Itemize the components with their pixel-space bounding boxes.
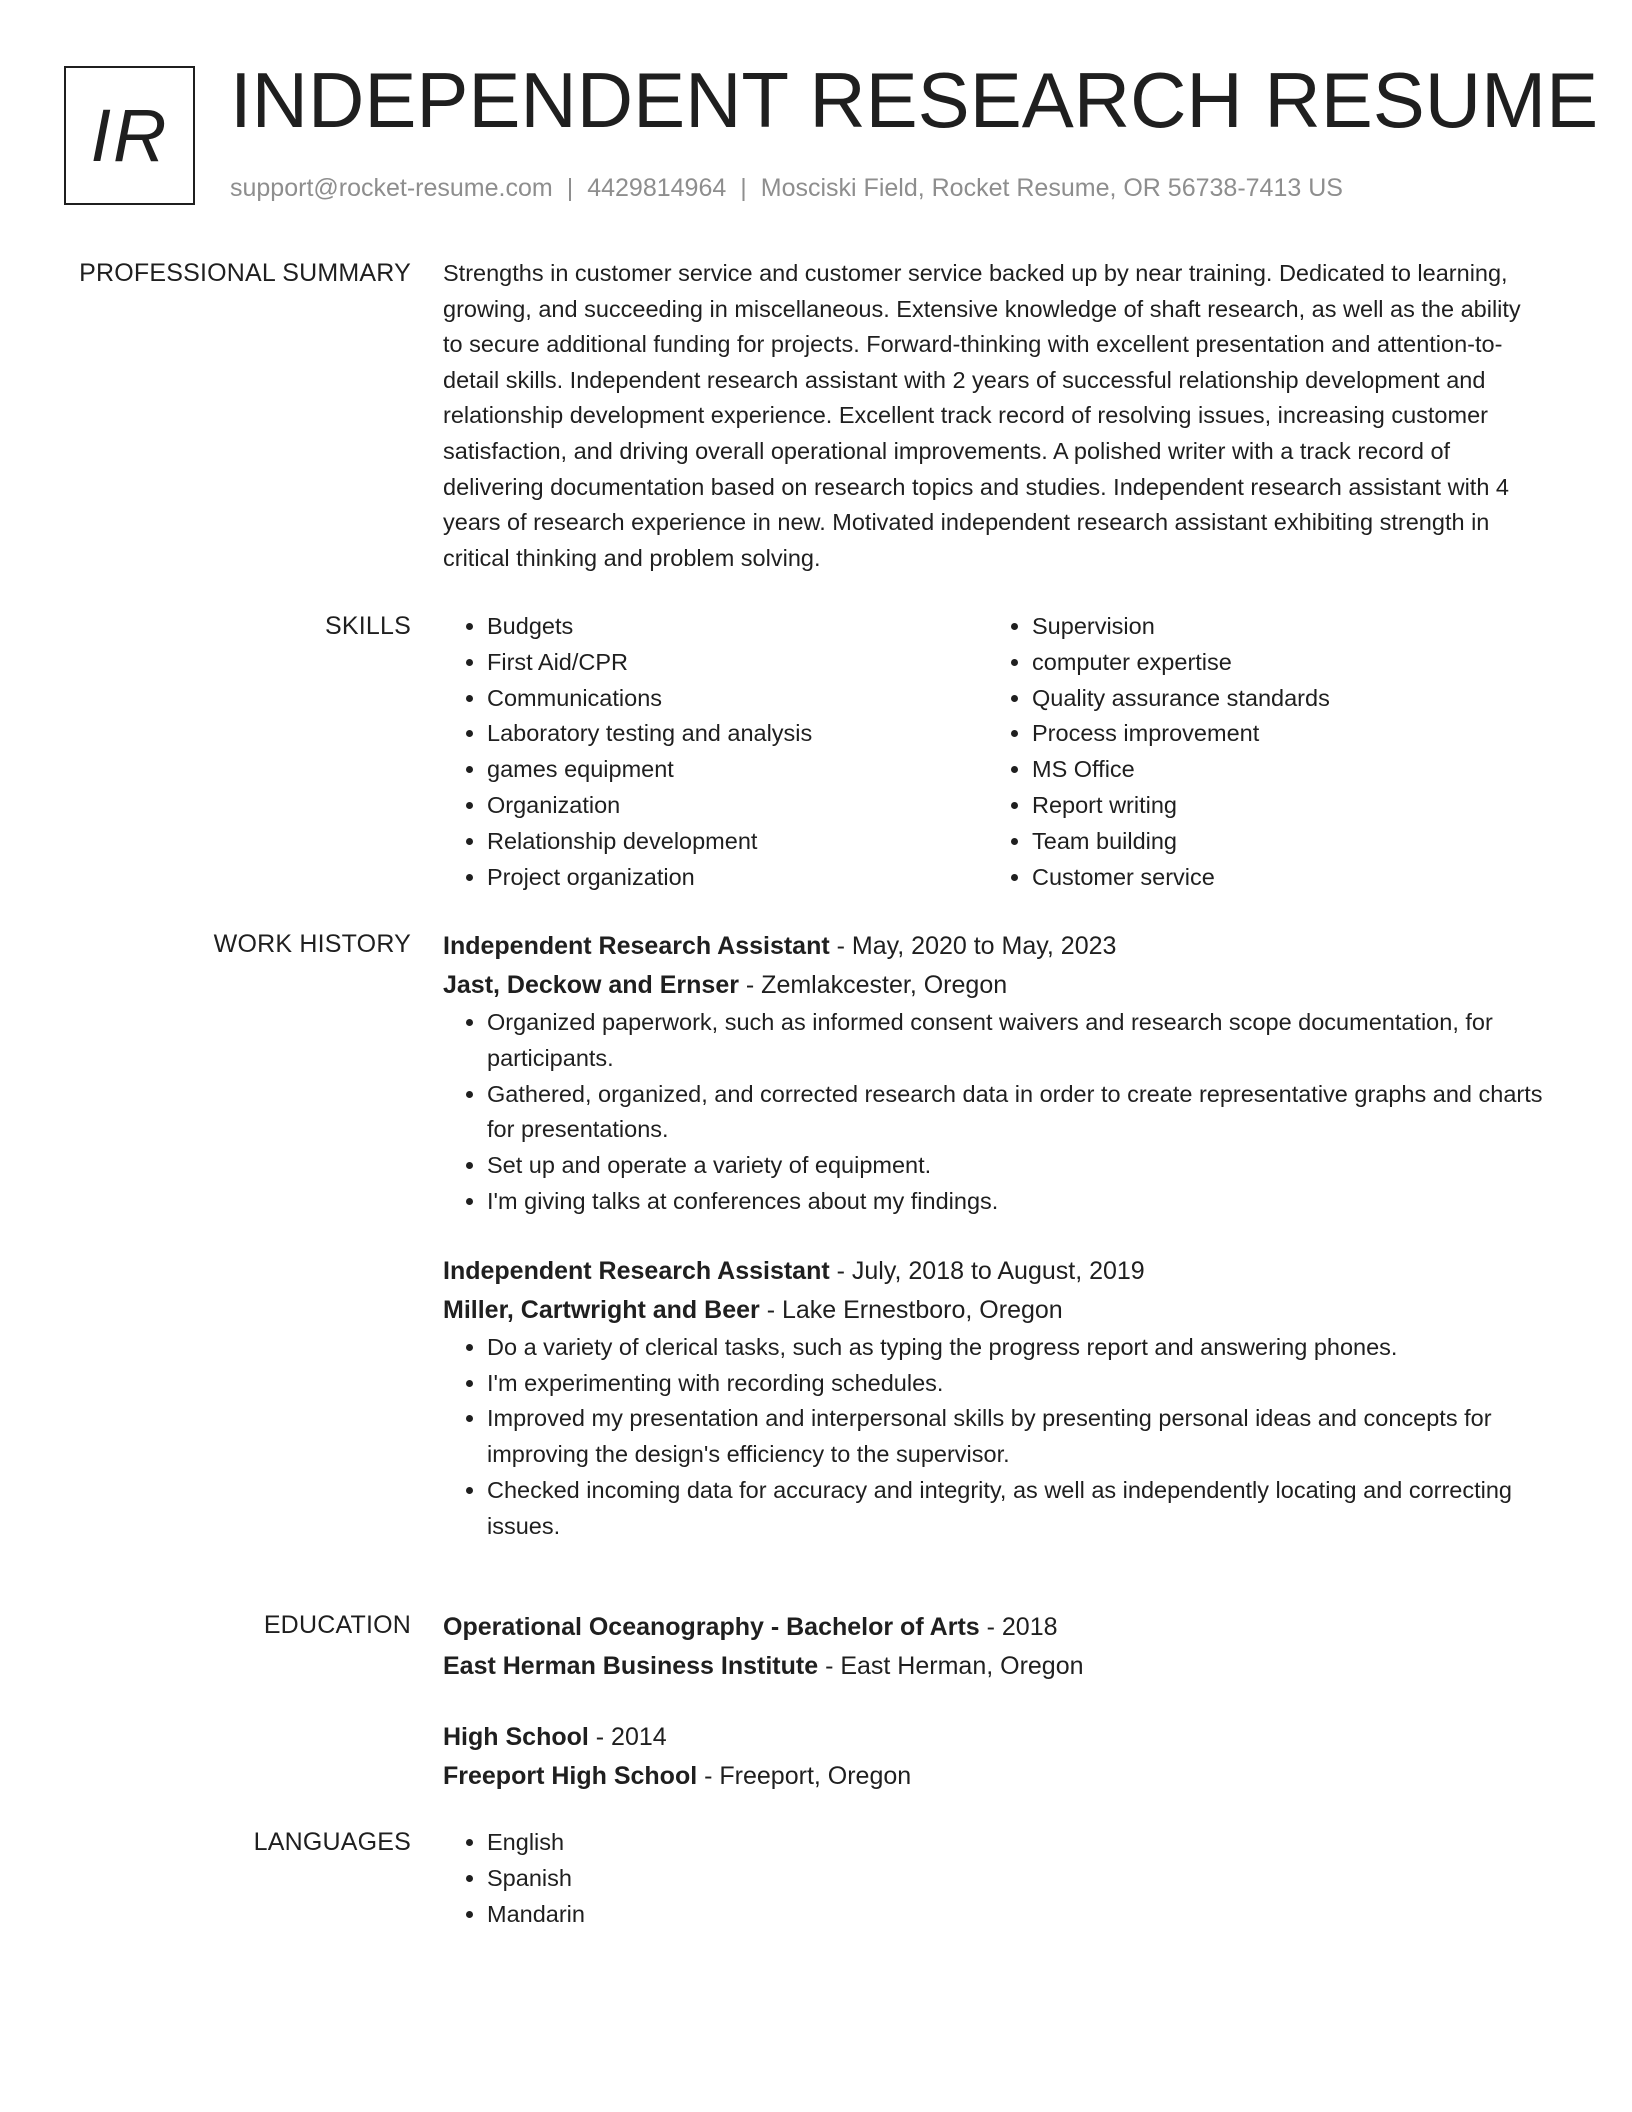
skills-body	[443, 609, 1543, 895]
skill-item: • games equipment	[487, 752, 988, 788]
skill-item: • Laboratory testing and analysis	[487, 716, 988, 752]
education-location: - Freeport, Oregon	[697, 1762, 912, 1790]
skill-item: • First Aid/CPR	[487, 645, 988, 681]
skill-item: • Customer service	[1032, 860, 1533, 896]
job-duties-list	[443, 1005, 1543, 1220]
section-heading-work-history: WORK HISTORY	[213, 930, 411, 958]
monogram-initials: IR	[90, 94, 169, 177]
education-degree: Operational Oceanography - Bachelor of Arts	[443, 1613, 980, 1641]
resume-title: INDEPENDENT RESEARCH RESUME	[230, 56, 1599, 144]
job-title: Independent Research Assistant	[443, 1256, 830, 1285]
skill-item: • Organization	[487, 788, 988, 824]
skill-item: • Relationship development	[487, 824, 988, 860]
job-duty: • Set up and operate a variety of equipment.	[487, 1148, 1543, 1184]
language-item: • Spanish	[487, 1861, 1543, 1897]
education-school: East Herman Business Institute	[443, 1652, 819, 1680]
education-degree-line	[443, 1718, 1543, 1757]
education-degree-line	[443, 1608, 1543, 1647]
education-school-line	[443, 1757, 1543, 1796]
education-entry	[443, 1608, 1543, 1686]
skill-item: • computer expertise	[1032, 645, 1533, 681]
job-company-line	[443, 966, 1543, 1005]
job-dates: - May, 2020 to May, 2023	[829, 932, 1117, 960]
education-year: - 2018	[979, 1613, 1058, 1641]
summary-text: Strengths in customer service and customer service backed up by near training. Dedicated to learning, growing, and succeeding in miscellaneous. Extensive knowledge of shaft research, as well as the ability to secure additional funding for projects. Forward-thinking with excellent presentation and attention-to-detail skills. Independent research assistant with 2 years of successful relationship development and relationship development experience. Excellent track record of resolving issues, increasing customer satisfaction, and driving overall operational improvements. A polished writer with a track record of delivering documentation based on research topics and studies. Independent research assistant with 4 years of research experience in new. Motivated independent research assistant exhibiting strength in critical thinking and problem solving.	[443, 260, 1521, 571]
skill-item: • Report writing	[1032, 788, 1533, 824]
skill-item: • Budgets	[487, 609, 988, 645]
skill-item: • Communications	[487, 681, 988, 717]
skills-column-left	[443, 609, 988, 895]
languages-list	[443, 1825, 1543, 1932]
education-degree: High School	[443, 1723, 589, 1751]
job-location: - Lake Ernestboro, Oregon	[759, 1295, 1063, 1324]
job-duty: • I'm experimenting with recording schedules.	[487, 1366, 1543, 1402]
job-title-line	[443, 1252, 1543, 1291]
contact-phone: 4429814964	[587, 174, 727, 202]
job-location: - Zemlakcester, Oregon	[738, 971, 1008, 999]
education-body	[443, 1608, 1543, 1796]
language-item: • Mandarin	[487, 1897, 1543, 1933]
job-dates: - July, 2018 to August, 2019	[829, 1256, 1145, 1285]
job-duty: • Improved my presentation and interpersonal skills by presenting personal ideas and concepts for improving the design's efficiency to the supervisor.	[487, 1401, 1543, 1473]
skill-item: • MS Office	[1032, 752, 1533, 788]
contact-separator: |	[566, 174, 574, 202]
job-duty: • Organized paperwork, such as informed consent waivers and research scope documentation, for participants.	[487, 1005, 1543, 1077]
contact-separator: |	[740, 174, 747, 202]
language-item: • English	[487, 1825, 1543, 1861]
job-entry	[443, 1252, 1543, 1545]
skill-item: • Supervision	[1032, 609, 1533, 645]
education-year: - 2014	[588, 1723, 667, 1751]
contact-line	[230, 174, 1343, 203]
education-school-line	[443, 1647, 1543, 1686]
job-duty: • Gathered, organized, and corrected research data in order to create representative graphs and charts for presentations.	[487, 1077, 1543, 1149]
education-entry	[443, 1718, 1543, 1796]
languages-body	[443, 1825, 1543, 1932]
job-title-line	[443, 927, 1543, 966]
work-history-body	[443, 927, 1543, 1545]
job-duties-list	[443, 1330, 1543, 1545]
contact-email: support@rocket-resume.com	[230, 174, 553, 202]
job-entry	[443, 927, 1543, 1220]
skills-grid	[443, 609, 1543, 895]
section-heading-summary: PROFESSIONAL SUMMARY	[79, 259, 411, 287]
skill-item: • Project organization	[487, 860, 988, 896]
skill-item: • Process improvement	[1032, 716, 1533, 752]
job-duty: • Do a variety of clerical tasks, such as typing the progress report and answering phones.	[487, 1330, 1543, 1366]
section-heading-languages: LANGUAGES	[253, 1828, 411, 1856]
monogram-logo	[64, 66, 195, 205]
job-company-line	[443, 1291, 1543, 1330]
skill-item: • Team building	[1032, 824, 1533, 860]
job-company: Miller, Cartwright and Beer	[443, 1295, 760, 1324]
skills-list-right	[988, 609, 1533, 895]
education-school: Freeport High School	[443, 1762, 698, 1790]
summary-body	[443, 256, 1543, 576]
job-duty: • I'm giving talks at conferences about my findings.	[487, 1184, 1543, 1220]
section-heading-education: EDUCATION	[263, 1611, 411, 1639]
skills-list-left	[443, 609, 988, 895]
job-title: Independent Research Assistant	[443, 932, 830, 960]
job-company: Jast, Deckow and Ernser	[443, 971, 739, 999]
section-heading-skills: SKILLS	[325, 612, 411, 640]
education-location: - East Herman, Oregon	[818, 1652, 1084, 1680]
skill-item: • Quality assurance standards	[1032, 681, 1533, 717]
contact-address: Mosciski Field, Rocket Resume, OR 56738-7413 US	[760, 174, 1343, 202]
job-duty: • Checked incoming data for accuracy and integrity, as well as independently locating and correcting issues.	[487, 1473, 1543, 1545]
skills-column-right	[988, 609, 1533, 895]
